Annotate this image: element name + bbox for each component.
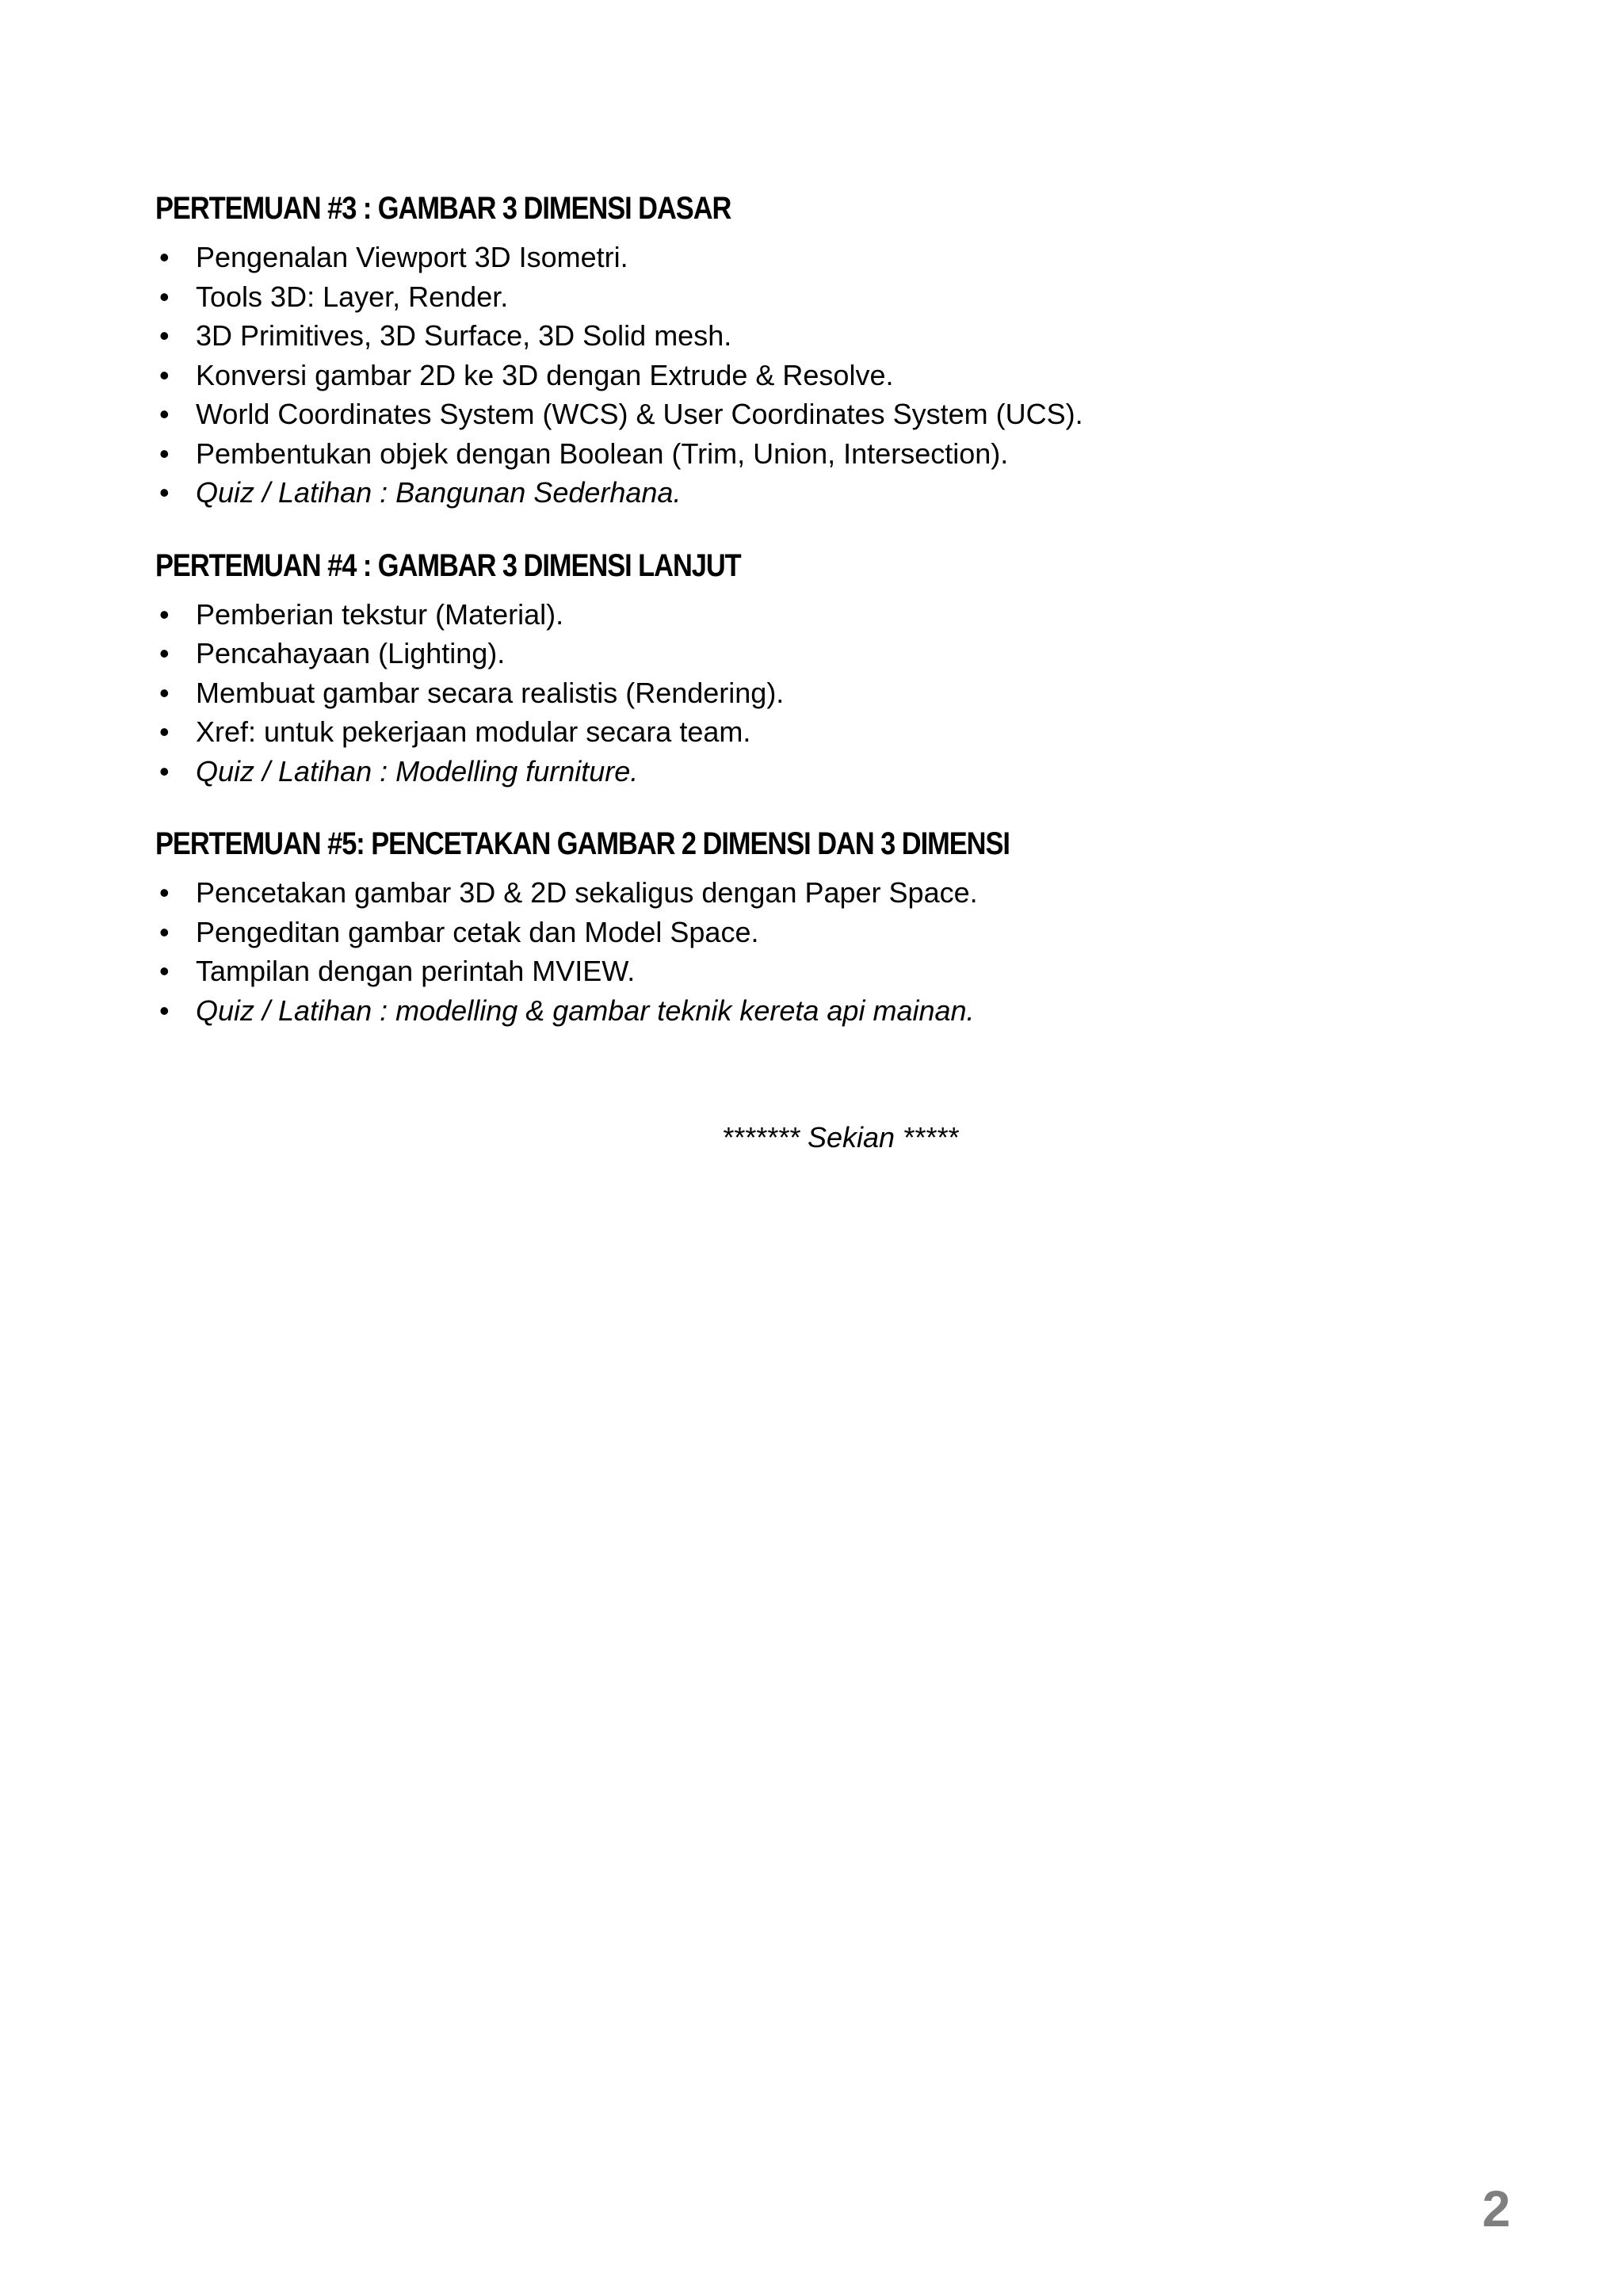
- bullet-icon: •: [159, 876, 170, 909]
- list-item-text: Pengenalan Viewport 3D Isometri.: [196, 241, 628, 273]
- bullet-icon: •: [159, 915, 170, 948]
- bullet-icon: •: [159, 319, 170, 352]
- bullet-icon: •: [159, 241, 170, 273]
- list-item: [155, 712, 1503, 752]
- list-item-text: Quiz / Latihan : Bangunan Sederhana.: [196, 476, 682, 509]
- section-title: PERTEMUAN #3 : GAMBAR 3 DIMENSI DASAR: [155, 191, 731, 226]
- section-title: PERTEMUAN #4 : GAMBAR 3 DIMENSI LANJUT: [155, 547, 741, 583]
- list-item-text: 3D Primitives, 3D Surface, 3D Solid mesh.: [196, 319, 732, 352]
- section-pertemuan-3: [155, 184, 1503, 513]
- list-item-quiz: [155, 473, 1503, 513]
- closing-label: ******* Sekian *****: [721, 1121, 959, 1154]
- bullet-icon: •: [159, 637, 170, 669]
- list-item: [155, 873, 1503, 913]
- list-item-text: Pencetakan gambar 3D & 2D sekaligus dengan Paper Space.: [196, 876, 978, 909]
- bullet-icon: •: [159, 994, 170, 1027]
- section-title: PERTEMUAN #5: PENCETAKAN GAMBAR 2 DIMENSI DAN 3 DIMENSI: [155, 826, 1010, 861]
- section-pertemuan-5: [155, 819, 1503, 1030]
- list-item-quiz: [155, 752, 1503, 791]
- list-item: [155, 356, 1503, 395]
- bullet-icon: •: [159, 358, 170, 391]
- list-item-quiz: [155, 991, 1503, 1031]
- list-item-text: World Coordinates System (WCS) & User Coordinates System (UCS).: [196, 398, 1083, 430]
- list-item: [155, 634, 1503, 673]
- list-item: [155, 434, 1503, 474]
- bullet-list: [155, 595, 1503, 791]
- list-item-text: Konversi gambar 2D ke 3D dengan Extrude & Resolve.: [196, 358, 894, 391]
- list-item: [155, 952, 1503, 991]
- list-item-text: Pencahayaan (Lighting).: [196, 637, 506, 669]
- list-item: [155, 277, 1503, 317]
- list-item-text: Quiz / Latihan : modelling & gambar teknik kereta api mainan.: [196, 994, 975, 1027]
- bullet-icon: •: [159, 955, 170, 987]
- bullet-icon: •: [159, 437, 170, 470]
- document-body: [155, 184, 1503, 1058]
- list-item-text: Quiz / Latihan : Modelling furniture.: [196, 754, 639, 788]
- list-item: [155, 395, 1503, 434]
- bullet-icon: •: [159, 398, 170, 430]
- bullet-icon: •: [159, 676, 170, 709]
- list-item: [155, 238, 1503, 277]
- list-item-text: Tools 3D: Layer, Render.: [196, 280, 509, 313]
- bullet-icon: •: [159, 597, 170, 631]
- list-item-text: Membuat gambar secara realistis (Rendering).: [196, 676, 785, 709]
- bullet-icon: •: [159, 476, 170, 509]
- page-number: 2: [1482, 2180, 1510, 2237]
- list-item-text: Pemberian tekstur (Material).: [196, 597, 564, 631]
- list-item-text: Pengeditan gambar cetak dan Model Space.: [196, 915, 759, 948]
- list-item-text: Pembentukan objek dengan Boolean (Trim, Union, Intersection).: [196, 437, 1009, 470]
- bullet-list: [155, 238, 1503, 513]
- bullet-icon: •: [159, 715, 170, 748]
- bullet-list: [155, 873, 1503, 1030]
- bullet-icon: •: [159, 754, 170, 788]
- list-item-text: Tampilan dengan perintah MVIEW.: [196, 955, 636, 987]
- section-pertemuan-4: [155, 541, 1503, 791]
- bullet-icon: •: [159, 280, 170, 313]
- closing-text: [0, 1119, 1623, 1157]
- list-item: [155, 595, 1503, 635]
- list-item: [155, 673, 1503, 713]
- list-item: [155, 913, 1503, 952]
- list-item: [155, 316, 1503, 356]
- list-item-text: Xref: untuk pekerjaan modular secara team.: [196, 715, 751, 748]
